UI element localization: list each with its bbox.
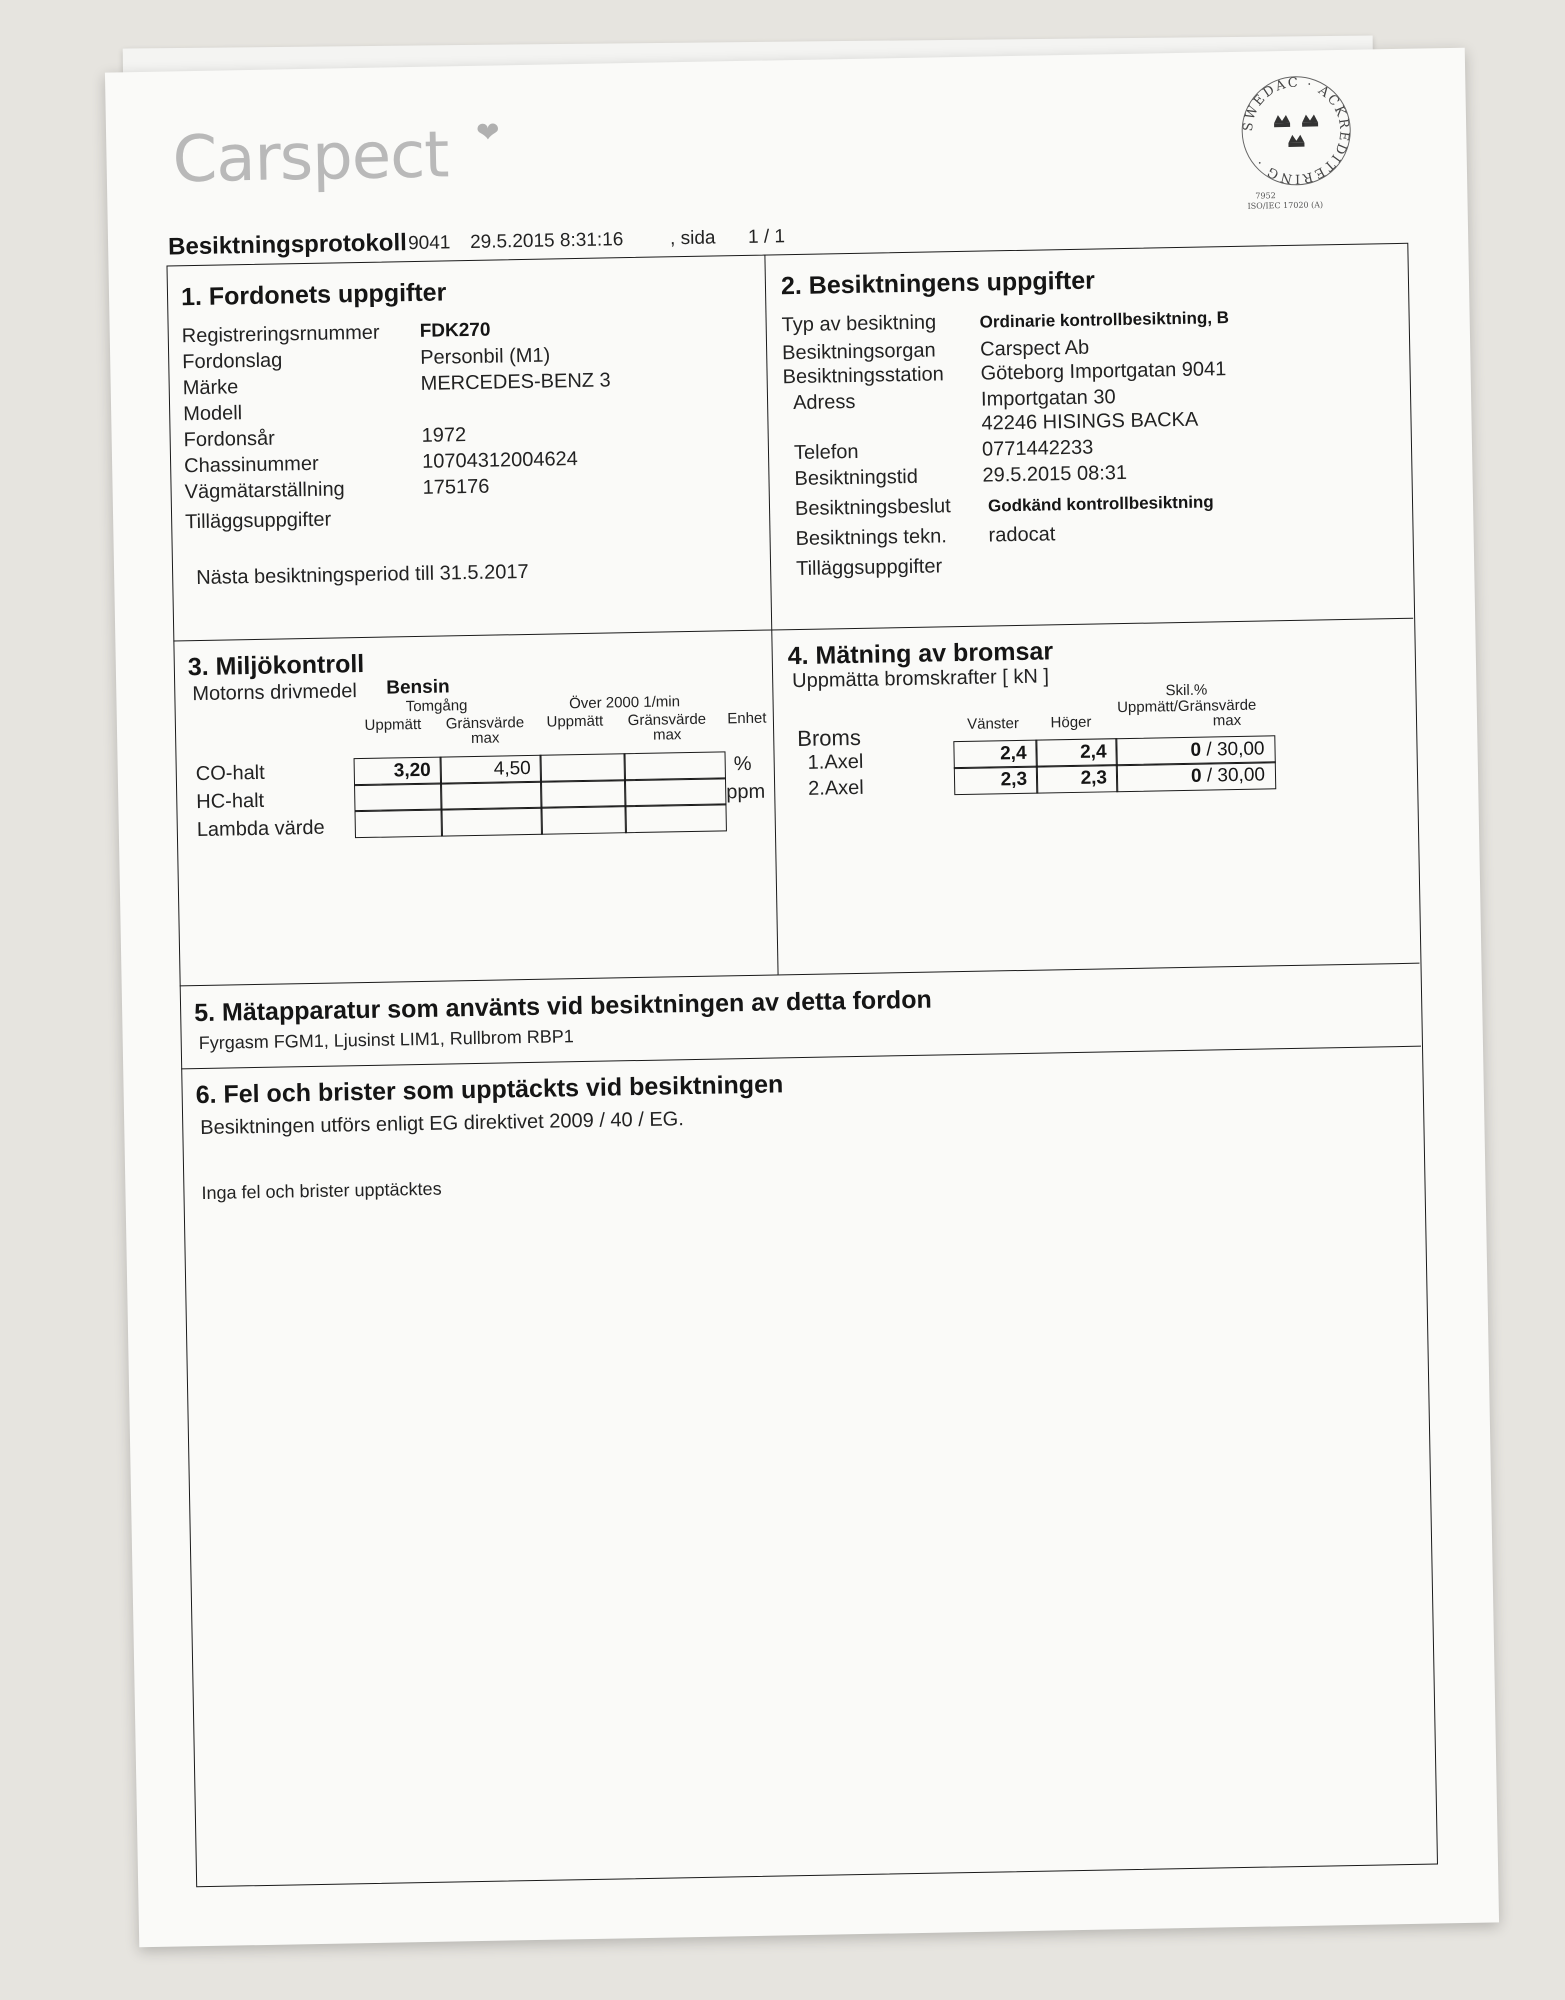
field-label: Besiktningsstation [782, 363, 945, 389]
axle1-diff-limit: / 30,00 [1206, 738, 1265, 761]
inspection-type: Ordinarie kontrollbesiktning, B [979, 308, 1230, 332]
group-high-rpm: Över 2000 1/min [568, 693, 681, 713]
inspection-body: Carspect Ab [979, 336, 1090, 361]
col-measured: Uppmätt [364, 715, 422, 734]
section5-title: 5. Mätapparatur som använts vid besiktningen av detta fordon [193, 985, 932, 1028]
field-label: Besiktningsorgan [781, 339, 936, 365]
seal-text: SWEDAC · ACKREDITERING · [1240, 75, 1352, 186]
field-label: Vägmätarställning [184, 478, 345, 504]
page-number: 1 / 1 [747, 226, 786, 248]
hc-label: HC-halt [196, 789, 265, 814]
lambda-idle-measured [354, 809, 442, 839]
axle2-diff-cell [1116, 761, 1276, 792]
co-idle-measured: 3,20 [354, 757, 442, 787]
col-left: Vänster [967, 714, 1020, 733]
field-label: Tilläggsuppgifter [795, 555, 943, 581]
col-limit: Gränsvärde [445, 714, 525, 733]
section1-title: 1. Fordonets uppgifter [180, 278, 447, 312]
fuel-label: Motorns drivmedel [192, 680, 358, 706]
seal-number: 7952 [1255, 191, 1276, 201]
station-address: Importgatan 30 [980, 386, 1116, 411]
section2-title: 2. Besiktningens uppgifter [780, 266, 1096, 301]
axle2-left: 2,3 [954, 766, 1038, 796]
inspection-technician: radocat [988, 523, 1056, 547]
group-idle: Tomgång [405, 697, 468, 716]
next-inspection-period: Nästa besiktningsperiod till 31.5.2017 [196, 560, 529, 590]
col-limit: Gränsvärde [627, 710, 707, 730]
section3-title: 3. Miljökontroll [187, 649, 365, 682]
hc-unit: ppm [726, 780, 766, 804]
heart-icon: ❤ [475, 116, 500, 148]
directive-text: Besiktningen utförs enligt EG direktivet 2009 / 40 / EG. [200, 1108, 685, 1140]
carspect-logo: Carspect [171, 118, 450, 198]
field-label: Besiktningstid [794, 465, 919, 491]
field-label: Märke [182, 376, 239, 400]
svg-text:SWEDAC · ACKREDITERING · [1240, 75, 1353, 187]
col-unit: Enhet [727, 709, 767, 728]
co-label: CO-halt [195, 761, 265, 786]
axle1-right: 2,4 [1035, 738, 1117, 767]
document-number: 9041 [407, 232, 451, 255]
col-right: Höger [1050, 713, 1092, 732]
co-unit: % [733, 752, 752, 776]
field-label: Modell [183, 402, 243, 426]
seal-iso: ISO/IEC 17020 (A) [1247, 200, 1324, 211]
section6-title: 6. Fel och brister som upptäckts vid besiktningen [195, 1070, 784, 1110]
brake-label: Broms [797, 724, 862, 752]
axle2-diff-limit: / 30,00 [1206, 764, 1266, 787]
lambda-high-limit [624, 803, 726, 833]
hc-idle-measured [354, 783, 442, 813]
col-limit-max: max [652, 726, 682, 744]
field-label: Chassinummer [183, 452, 319, 478]
field-label: Tilläggsuppgifter [184, 508, 332, 534]
col-limit-max: max [470, 729, 500, 748]
lambda-idle-limit [440, 807, 542, 837]
col-diff-max: max [1212, 711, 1242, 730]
inspection-station: Göteborg Importgatan 9041 [980, 358, 1227, 385]
axle-label: 1.Axel [807, 750, 864, 774]
station-postal-address: 42246 HISINGS BACKA [981, 408, 1199, 435]
field-label: Typ av besiktning [781, 311, 937, 337]
registration-number: FDK270 [419, 319, 491, 342]
station-phone: 0771442233 [981, 436, 1094, 461]
section4-subtitle: Uppmätta bromskrafter [ kN ] [791, 665, 1050, 693]
chassis-number: 10704312004624 [421, 448, 579, 473]
axle1-diff: 0 [1190, 739, 1202, 761]
field-label: Besiktnings tekn. [795, 525, 947, 551]
axle1-left: 2,4 [953, 740, 1037, 770]
measuring-equipment: Fyrgasm FGM1, Ljusinst LIM1, Rullbrom RBP1 [198, 1026, 574, 1054]
fuel-type: Bensin [386, 676, 450, 699]
axle-label: 2.Axel [807, 776, 864, 800]
defects-result: Inga fel och brister upptäcktes [201, 1178, 442, 1204]
hc-high-measured [540, 779, 626, 809]
document-datetime: 29.5.2015 8:31:16 [469, 229, 624, 253]
section4-title: 4. Mätning av bromsar [787, 637, 1054, 671]
field-label: Registreringsrnummer [181, 321, 380, 348]
lambda-label: Lambda värde [196, 816, 325, 842]
col-diff: Skil.% [1165, 681, 1208, 700]
vehicle-make: MERCEDES-BENZ 3 [420, 369, 611, 395]
co-idle-limit: 4,50 [440, 755, 542, 785]
col-measured: Uppmätt [546, 712, 604, 731]
swedac-seal-icon [1235, 70, 1357, 192]
inspection-decision: Godkänd kontrollbesiktning [987, 492, 1214, 516]
vehicle-class: Personbil (M1) [420, 344, 551, 369]
field-label: Telefon [793, 440, 859, 465]
lambda-high-measured [540, 805, 626, 835]
inspection-protocol-page [105, 48, 1499, 1948]
axle2-diff: 0 [1190, 765, 1202, 787]
inspection-time: 29.5.2015 08:31 [982, 461, 1128, 487]
field-label: Besiktningsbeslut [794, 495, 951, 521]
field-label: Adress [792, 390, 856, 415]
col-diff-sub: Uppmätt/Gränsvärde [1116, 696, 1257, 717]
co-high-measured [540, 753, 626, 783]
field-label: Fordonslag [182, 349, 283, 374]
odometer-reading: 175176 [422, 475, 490, 499]
axle2-right: 2,3 [1036, 764, 1118, 793]
vehicle-year: 1972 [421, 424, 467, 447]
field-label: Fordonsår [183, 427, 276, 452]
page-label: , sida [669, 227, 716, 250]
document-title: Besiktningsprotokoll [167, 229, 408, 261]
